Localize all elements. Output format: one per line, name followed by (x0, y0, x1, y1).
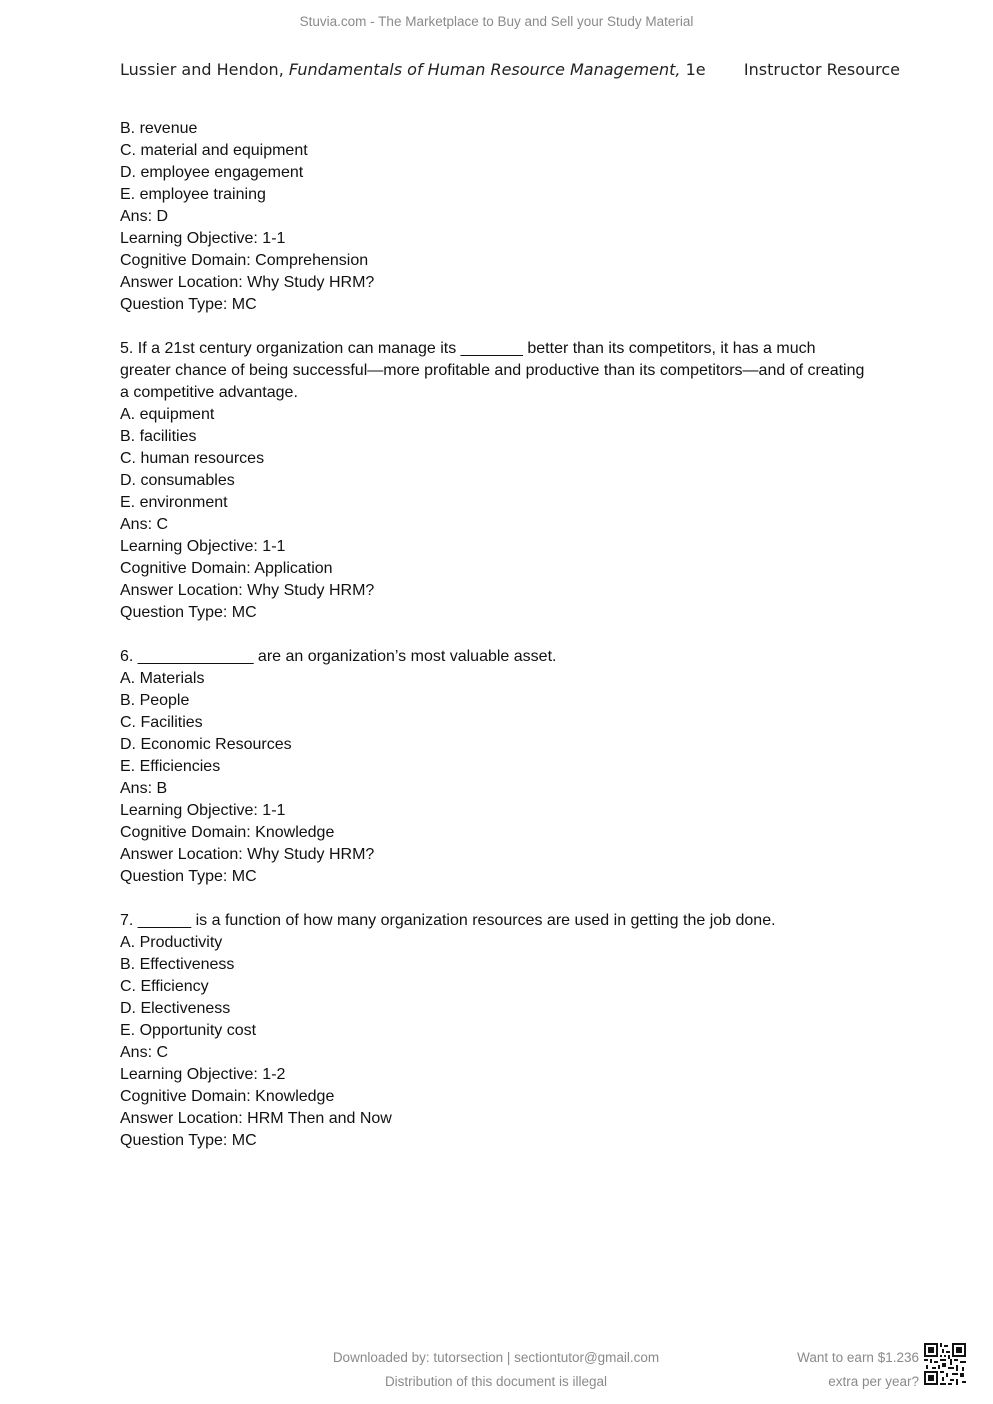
answer-option: B. facilities (120, 428, 197, 445)
question-4-tail (120, 118, 910, 316)
question-stem: 7. ______ is a function of how many organization resources are used in getting the job done. (120, 912, 776, 929)
earn-promo[interactable] (797, 1346, 919, 1394)
cognitive-domain: Cognitive Domain: Knowledge (120, 824, 335, 841)
question-content (120, 118, 910, 1152)
answer-option: E. employee training (120, 186, 266, 203)
answer-option: D. Economic Resources (120, 736, 292, 753)
learning-objective: Learning Objective: 1-1 (120, 538, 286, 555)
question-6 (120, 646, 910, 888)
answer-option: A. equipment (120, 406, 215, 423)
answer-option: B. revenue (120, 120, 198, 137)
question-type: Question Type: MC (120, 868, 257, 885)
answer-option: C. Facilities (120, 714, 203, 731)
question-stem: a competitive advantage. (120, 384, 298, 401)
answer-option: D. employee engagement (120, 164, 304, 181)
answer-option: C. human resources (120, 450, 265, 467)
downloaded-by-text[interactable]: Downloaded by: tutorsection | sectiontutor@gmail.com (332, 1350, 660, 1365)
answer-location: Answer Location: Why Study HRM? (120, 274, 375, 291)
answer-key: Ans: B (120, 780, 168, 797)
answer-option: E. Efficiencies (120, 758, 221, 775)
answer-option: B. Effectiveness (120, 956, 235, 973)
spacer (120, 624, 910, 646)
cognitive-domain: Cognitive Domain: Application (120, 560, 333, 577)
header-citation (120, 60, 706, 79)
answer-option: D. consumables (120, 472, 235, 489)
answer-option: E. environment (120, 494, 228, 511)
answer-option: A. Materials (120, 670, 205, 687)
answer-key: Ans: C (120, 1044, 169, 1061)
spacer (120, 316, 910, 338)
question-stem: greater chance of being successful—more profitable and productive than its competitors—and of creating (120, 362, 865, 379)
answer-option: E. Opportunity cost (120, 1022, 257, 1039)
learning-objective: Learning Objective: 1-2 (120, 1066, 286, 1083)
question-type: Question Type: MC (120, 296, 257, 313)
answer-option: B. People (120, 692, 190, 709)
question-stem: 5. If a 21st century organization can manage its _______ better than its competitors, it has a much (120, 340, 816, 357)
question-type: Question Type: MC (120, 1132, 257, 1149)
answer-option: D. Electiveness (120, 1000, 231, 1017)
qr-code-icon[interactable] (924, 1343, 966, 1385)
answer-key: Ans: D (120, 208, 169, 225)
answer-location: Answer Location: Why Study HRM? (120, 846, 375, 863)
learning-objective: Learning Objective: 1-1 (120, 230, 286, 247)
question-7 (120, 910, 910, 1152)
earn-promo-line-2[interactable]: extra per year? (828, 1374, 919, 1389)
question-5 (120, 338, 910, 624)
answer-location: Answer Location: HRM Then and Now (120, 1110, 392, 1127)
answer-key: Ans: C (120, 516, 169, 533)
header-instructor-resource: Instructor Resource (743, 60, 900, 79)
cognitive-domain: Cognitive Domain: Knowledge (120, 1088, 335, 1105)
header-book-title: Fundamentals of Human Resource Management, (288, 60, 681, 79)
footer-download-info (296, 1346, 696, 1394)
answer-location: Answer Location: Why Study HRM? (120, 582, 375, 599)
header-authors: Lussier and Hendon, (120, 60, 289, 79)
answer-option: A. Productivity (120, 934, 223, 951)
question-stem: 6. _____________ are an organization’s most valuable asset. (120, 648, 557, 665)
question-type: Question Type: MC (120, 604, 257, 621)
page-header (120, 60, 900, 84)
learning-objective: Learning Objective: 1-1 (120, 802, 286, 819)
spacer (120, 888, 910, 910)
earn-promo-line-1[interactable]: Want to earn $1.236 (797, 1350, 919, 1365)
header-edition: 1e (680, 60, 706, 79)
answer-option: C. material and equipment (120, 142, 308, 159)
stuvia-watermark: Stuvia.com - The Marketplace to Buy and Sell your Study Material (299, 14, 694, 29)
answer-option: C. Efficiency (120, 978, 209, 995)
distribution-notice: Distribution of this document is illegal (384, 1374, 608, 1389)
cognitive-domain: Cognitive Domain: Comprehension (120, 252, 369, 269)
